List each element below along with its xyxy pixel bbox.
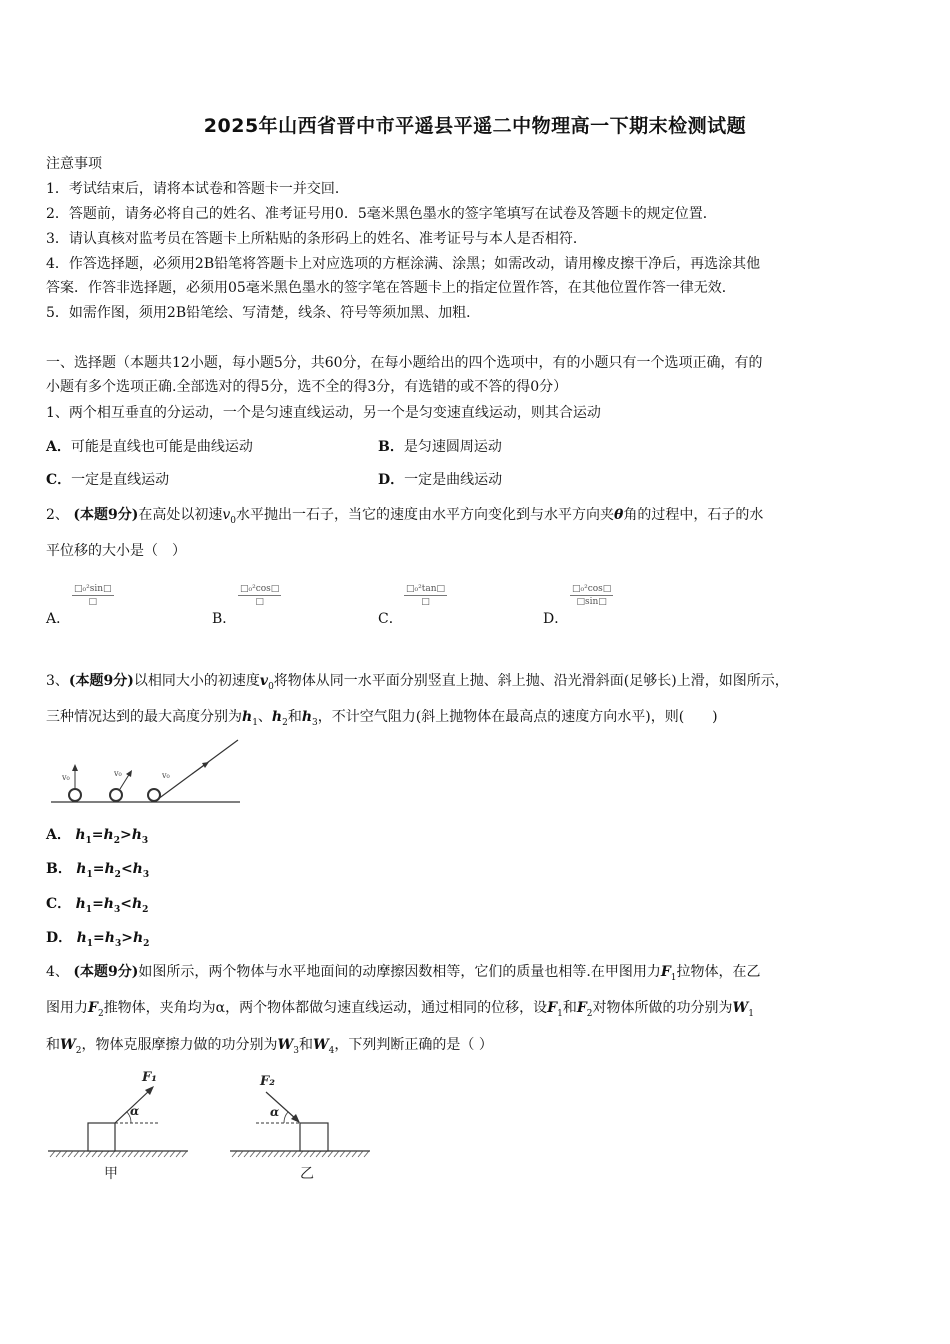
notice-item: 3．请认真核对监考员在答题卡上所粘贴的条形码上的姓名、准考证号与本人是否相符． xyxy=(46,231,587,247)
q2-stem-line2: 平位移的大小是（ ） xyxy=(46,543,186,559)
caption-jia: 甲 xyxy=(104,1166,118,1182)
q2-option-d-formula: $\frac{\text{□₀²cos□}}{□\sin□}$ xyxy=(572,584,612,607)
block xyxy=(88,1123,115,1151)
q2-option-a-formula: □₀²sin□ □ xyxy=(74,584,112,607)
q2-option-b-label: B． xyxy=(212,611,237,627)
notice-item: 答案．作答非选择题，必须用05毫米黑色墨水的签字笔在答题卡上的指定位置作答，在其他位置作答一律无效． xyxy=(46,280,736,296)
block xyxy=(300,1123,328,1151)
q4-stem-line1: 4、 (本题9分)如图所示，两个物体与水平地面间的动摩擦因数相等，它们的质量也相等.在甲图用力$F_1$拉物体，在乙 xyxy=(46,964,761,983)
v0-label-3: v₀ xyxy=(162,771,170,780)
q1-option-c: C．一定是直线运动 xyxy=(46,472,170,488)
q2-option-a-label: A． xyxy=(46,611,71,627)
q3-option-a: A． $h_1=h_2>h_3$ xyxy=(46,827,149,846)
v0-label-1: v₀ xyxy=(62,773,70,782)
q4-figure-yi xyxy=(228,1066,373,1184)
q2-option-c-label: C． xyxy=(378,611,403,627)
notice-item: 1．考试结束后，请将本试卷和答题卡一并交回． xyxy=(46,181,349,197)
alpha-label: α xyxy=(270,1105,280,1119)
notice-item: 2．答题前，请务必将自己的姓名、准考证号用0．5毫米黑色墨水的签字笔填写在试卷及答题卡的规定位置． xyxy=(46,206,717,222)
caption-yi: 乙 xyxy=(300,1166,314,1182)
ball-2 xyxy=(110,789,122,801)
section-header-line1: 一、选择题（本题共12小题，每小题5分，共60分，在每小题给出的四个选项中，有的小题只有一个选项正确，有的 xyxy=(46,355,763,371)
f1-label: F₁ xyxy=(142,1070,157,1085)
q3-option-d: D． $h_1=h_3>h_2$ xyxy=(46,930,150,949)
q3-stem-line2: 三种情况达到的最大高度分别为$h_1$、$h_2$和$h_3$，不计空气阻力(斜上抛物体在最高点的速度方向水平)，则( ) xyxy=(46,709,718,728)
notice-heading: 注意事项 xyxy=(46,156,102,172)
alpha-label: α xyxy=(130,1104,140,1118)
q2-option-c-formula: □₀²tan□ □ xyxy=(406,584,446,607)
v0-label-2: v₀ xyxy=(114,769,122,778)
q1-option-d: D．一定是曲线运动 xyxy=(378,472,503,488)
q1-option-a: A．可能是直线也可能是曲线运动 xyxy=(46,439,253,455)
q1-option-b: B．是匀速圆周运动 xyxy=(378,439,502,455)
f2-label: F₂ xyxy=(260,1074,275,1089)
q3-option-c: C． $h_1=h_3<h_2$ xyxy=(46,896,149,915)
q3-option-b: B． $h_1=h_2<h_3$ xyxy=(46,861,150,880)
q2-option-d-label: D． xyxy=(543,611,569,627)
q4-figure-jia xyxy=(46,1066,191,1184)
q4-stem-line3: 和$W_2$，物体克服摩擦力做的功分别为$W_3$和$W_4$，下列判断正确的是（ ） xyxy=(46,1037,493,1056)
q1-stem: 1、两个相互垂直的分运动，一个是匀速直线运动，另一个是匀变速直线运动，则其合运动 xyxy=(46,405,601,421)
q2-option-b-formula: □₀²cos□ □ xyxy=(240,584,280,607)
q3-figure xyxy=(46,736,246,806)
page-title: 2025年山西省晋中市平遥县平遥二中物理高一下期末检测试题 xyxy=(203,115,747,137)
notice-item: 4．作答选择题，必须用2B铅笔将答题卡上对应选项的方框涂满、涂黑；如需改动，请用橡皮擦干净后，再选涂其他 xyxy=(46,256,761,272)
section-header-line2: 小题有多个选项正确.全部选对的得5分，选不全的得3分，有选错的或不答的得0分） xyxy=(46,379,568,395)
q2-stem-line1: 2、 (本题9分)在高处以初速$v_0$水平抛出一石子，当它的速度由水平方向变化到与水平方向夹θ角的过程中，石子的水 xyxy=(46,507,764,526)
q3-stem-line1: 3、(本题9分)以相同大小的初速度$v_0$将物体从同一水平面分别竖直上抛、斜上抛、沿光滑斜面(足够长)上滑，如图所示， xyxy=(46,673,789,692)
notice-item: 5．如需作图，须用2B铅笔绘、写清楚，线条、符号等须加黑、加粗． xyxy=(46,305,481,321)
ball-1 xyxy=(69,789,81,801)
q4-stem-line2: 图用力$F_2$推物体，夹角均为α，两个物体都做匀速直线运动，通过相同的位移，设$F_1$和$F_2$对物体所做的功分别为$W_1$ xyxy=(46,1000,754,1019)
